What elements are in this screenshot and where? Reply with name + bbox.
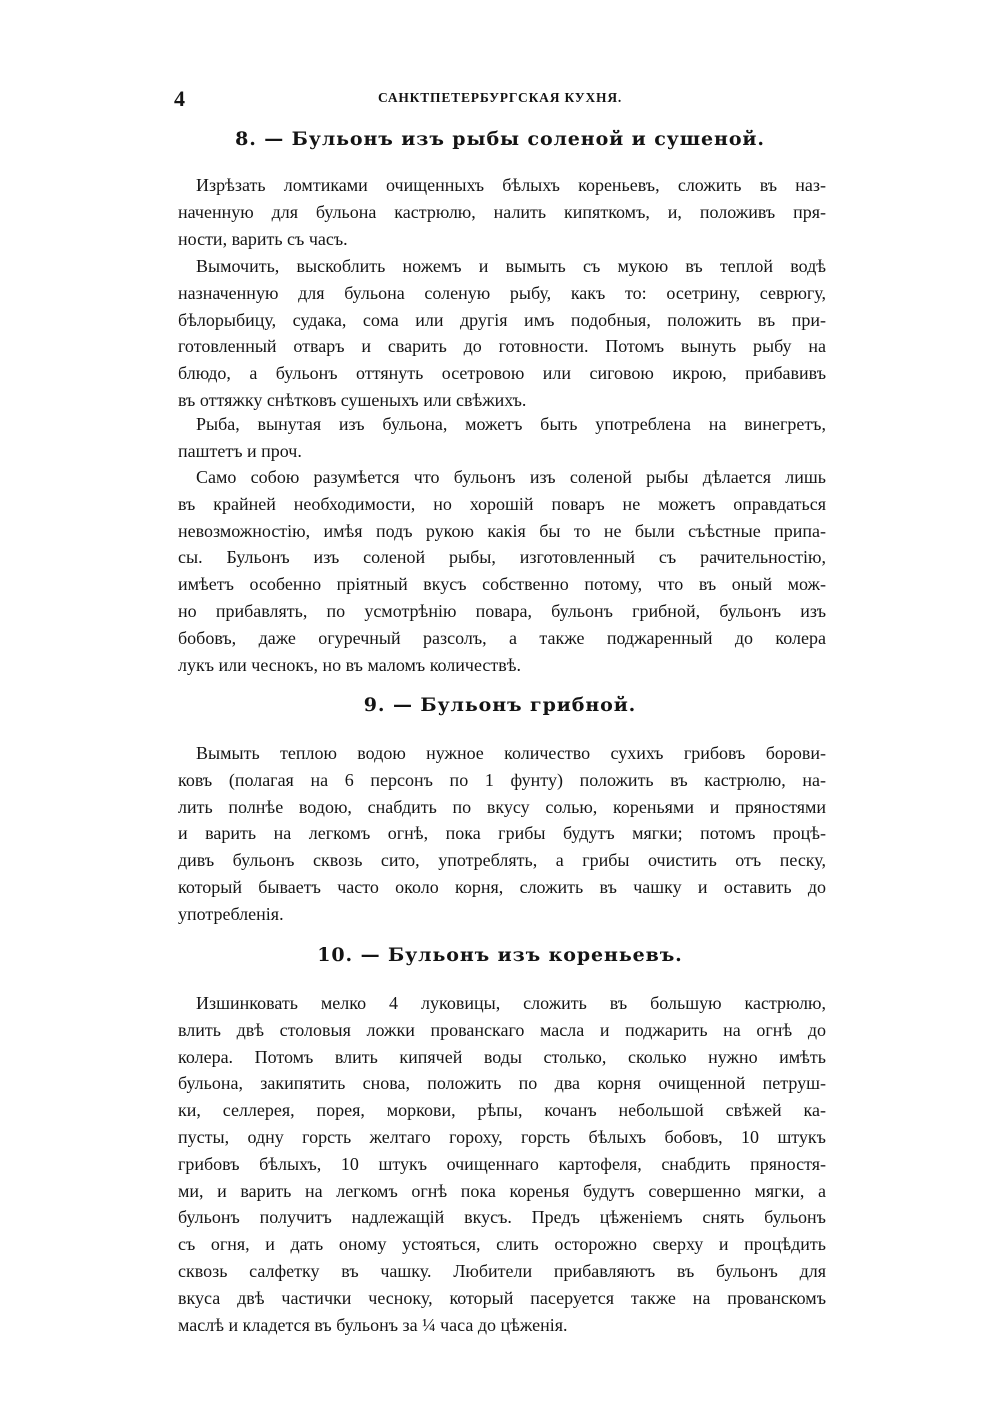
text-line: который бываетъ часто около корня, сложить въ чашку и оставить до <box>178 876 826 897</box>
text-line: Вымочить, выскоблить ножемъ и вымыть съ мукою въ теплой водѣ <box>196 256 826 276</box>
text-line: ности, варить съ часъ. <box>178 228 348 249</box>
text-line: пусты, одну горсть желтаго гороху, горсть бѣлыхъ бобовъ, 10 штукъ <box>178 1126 826 1147</box>
text-line: сы. Бульонъ изъ соленой рыбы, изготовленный съ рачительностію, <box>178 547 826 568</box>
text-line: колера. Потомъ влить кипячей воды столько, сколько нужно имѣть <box>178 1046 826 1067</box>
text-line: сквозь салфетку въ чашку. Любители прибавляютъ въ бульонъ для <box>178 1260 826 1281</box>
text-line: грибовъ бѣлыхъ, 10 штукъ очищеннаго картофеля, снабдить пряностя- <box>178 1153 826 1174</box>
text-line: маслѣ и кладется въ бульонъ за ¼ часа до цѣженія. <box>178 1314 568 1335</box>
paragraph <box>178 253 826 414</box>
text-line: невозможностію, имѣя подъ рукою какія бы то не были съѣстные припа- <box>178 520 826 541</box>
text-line: ки, селлерея, порея, моркови, рѣпы, кочанъ небольшой свѣжей ка- <box>178 1100 826 1121</box>
running-title: САНКТПЕТЕРБУРГСКАЯ КУХНЯ. <box>377 90 623 105</box>
text-line: наченную для бульона кастрюлю, налить кипяткомъ, и, положивъ пря- <box>178 201 826 222</box>
page-number: 4 <box>174 86 185 111</box>
text-line: назначенную для бульона соленую рыбу, какъ то: осетрину, севрюгу, <box>178 282 826 303</box>
text-line: готовленный отваръ и сварить до готовности. Потомъ вынуть рыбу на <box>178 336 826 357</box>
text-line: въ оттяжку снѣтковъ сушеныхъ или свѣжихъ. <box>178 389 527 410</box>
text-line: влить двѣ столовыя ложки прованскаго масла и поджарить на огнѣ до <box>178 1019 826 1040</box>
text-line: Изшинковать мелко 4 луковицы, сложить въ большую кастрюлю, <box>196 993 826 1013</box>
section-heading: 10. — Бульонъ изъ кореньевъ. <box>317 944 683 966</box>
text-line: Само собою разумѣется что бульонъ изъ соленой рыбы дѣлается лишь <box>196 467 826 487</box>
text-line: паштетъ и проч. <box>178 440 302 461</box>
running-head <box>170 86 830 110</box>
text-line: Изрѣзать ломтиками очищенныхъ бѣлыхъ кореньевъ, сложить въ наз- <box>196 175 826 195</box>
text-line: ми, и варить на легкомъ огнѣ пока коренья будутъ совершенно мягки, а <box>178 1180 826 1201</box>
text-line: въ крайней необходимости, но хорошій поваръ не можетъ оправдаться <box>178 493 826 514</box>
paragraph <box>178 464 826 678</box>
text-line: бульонъ получитъ надлежащій вкусъ. Предъ цѣженіемъ снять бульонъ <box>178 1207 826 1228</box>
text-line: употребленія. <box>178 903 284 924</box>
text-line: и варить на легкомъ огнѣ, пока грибы будутъ мягки; потомъ процѣ- <box>178 823 826 844</box>
text-line: имѣетъ особенно пріятный вкусъ собственно потому, что въ оный мож- <box>178 574 826 595</box>
text-line: вкуса двѣ частички чесноку, который пасеруется также на прованскомъ <box>178 1287 826 1308</box>
text-line: блюдо, а бульонъ оттянуть осетровою или сиговою икрою, прибавивъ <box>178 363 826 384</box>
paragraph <box>178 740 826 928</box>
text-line: лукъ или чеснокъ, но въ маломъ количествѣ. <box>178 654 522 675</box>
text-line: но прибавлять, по усмотрѣнію повара, бульонъ грибной, бульонъ изъ <box>178 600 826 621</box>
text-line: бобовъ, даже огуречный разсолъ, а также поджаренный до колера <box>178 627 826 648</box>
text-line: съ огня, и дать оному устояться, слить осторожно сверху и процѣдить <box>178 1234 826 1255</box>
section-heading: 8. — Бульонъ изъ рыбы соленой и сушеной. <box>235 128 765 150</box>
paragraph <box>178 411 826 465</box>
text-line: Вымыть теплою водою нужное количество сухихъ грибовъ борови- <box>196 743 826 763</box>
text-line: лить полнѣе водою, снабдить по вкусу солью, кореньями и пряностями <box>178 796 826 817</box>
paragraph <box>178 172 826 252</box>
paragraph <box>178 990 826 1338</box>
text-line: дивъ бульонъ сквозь сито, употреблять, а грибы очистить отъ песку, <box>178 850 826 871</box>
section-heading: 9. — Бульонъ грибной. <box>363 694 637 716</box>
text-line: бульона, закипятить снова, положить по два корня очищенной петруш- <box>178 1073 826 1094</box>
text-line: Рыба, вынутая изъ бульона, можетъ быть употреблена на винегретъ, <box>196 414 826 434</box>
text-line: ковъ (полагая на 6 персонъ по 1 фунту) положить въ кастрюлю, на- <box>178 769 826 790</box>
text-line: бѣлорыбицу, судака, сома или другія имъ подобныя, положить въ при- <box>178 309 826 330</box>
